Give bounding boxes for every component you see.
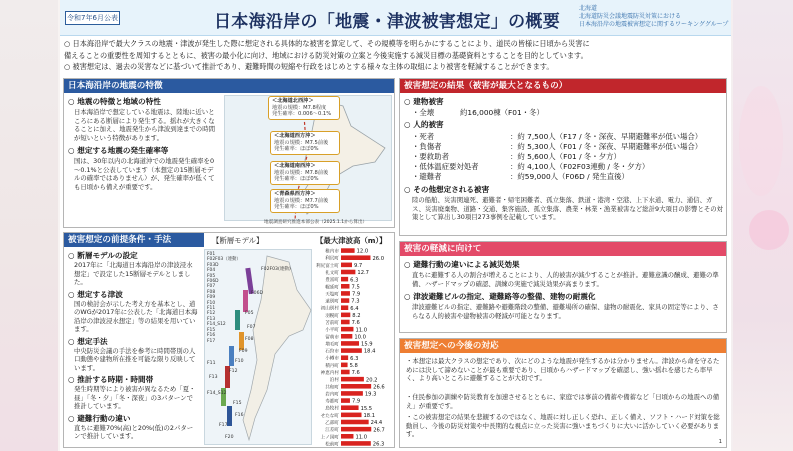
- data-label: 8.2: [352, 313, 361, 319]
- fault-label: F11: [207, 361, 216, 366]
- callout-line: 地震の規模：M7.5前後: [274, 139, 329, 146]
- subheading: ○ 断層モデルの設定: [68, 251, 138, 260]
- result-label: ・全壊: [412, 108, 435, 117]
- paragraph: 発生時期等により被害が異なるため「夏・昼」「冬・夕」「冬・深夜」の3パターンで推計しています。: [74, 385, 196, 410]
- section-heading: 被害の軽減に向けて: [400, 242, 726, 256]
- future-box: [399, 338, 727, 448]
- fault-label: F06D: [251, 291, 264, 296]
- tick-label: 石狩市: [325, 349, 339, 355]
- legend-item: F01: [207, 252, 216, 257]
- bar: [341, 313, 350, 318]
- data-label: 7.9: [351, 398, 361, 405]
- map-source: 地震調査研究推進本部公表（2025.1.1から算出）: [264, 220, 368, 225]
- legend-item: F10: [207, 300, 216, 306]
- left-backdrop: [0, 0, 58, 451]
- tick-label: 島牧村: [325, 406, 339, 412]
- bar: [341, 298, 349, 303]
- paragraph: 中央防災会議の手法を参考に時間帯別の人口動態や建物所在推を可能な限り反映しています。: [74, 346, 196, 372]
- org-line: 北海道: [579, 5, 598, 12]
- data-label: 11.0: [355, 434, 368, 441]
- decor-blob: [739, 86, 783, 196]
- decor-blob: [749, 210, 789, 250]
- tick-label: 小樽市: [325, 356, 339, 362]
- subheading: ○ 津波避難ビルの指定、避難路等の整備、建物の耐震化: [404, 292, 596, 301]
- tick-label: 岩内町: [325, 392, 339, 398]
- section-heading: 日本海沿岸の地震の特徴: [64, 79, 394, 93]
- tsunami-chart-title: 【最大津波高（m）】: [316, 236, 387, 245]
- paragraph: ・本想定は最大クラスの想定であり、次にどのような地震が発生するかは分かりません。津波から命を守るためには決して諦めないことが最も重要であり、日頃からハザードマップを確認し、強い揺れを感じたら率早く、より高いところに避難することが大切です。: [406, 357, 720, 382]
- result-value: 約16,000棟（F01・冬）: [460, 108, 544, 117]
- data-label: 20.2: [365, 377, 378, 384]
- data-label: 11.0: [355, 327, 368, 334]
- result-label: ・負傷者: [412, 142, 442, 151]
- conditions-box: [63, 232, 395, 448]
- summary-slide: [60, 0, 731, 451]
- bar: [341, 284, 350, 289]
- callout-line: 地震の規模：M7.7前後: [274, 197, 329, 204]
- bar: [341, 355, 348, 360]
- intro-line: ○ 被害想定は、過去の災害などに基づいて推計であり、避難時間の短縮や行政をはじめとする様々な主体の取組により被害を軽減することができます。: [64, 62, 554, 72]
- result-label: ・避難者: [412, 172, 442, 181]
- tsunami-height-chart: [316, 247, 394, 447]
- bar: [341, 420, 369, 425]
- org-line: 日本海沿岸の地震被害想定に関するワーキンググループ: [579, 21, 729, 28]
- callout-line: 発生確率：ほぼ0%: [274, 176, 319, 183]
- header-bar: [60, 0, 731, 36]
- subheading: ○ 避難行動の違いによる減災効果: [404, 260, 520, 269]
- fault-label: F15: [233, 401, 242, 406]
- tick-label: 江差町: [325, 428, 339, 434]
- paragraph: ・住民参加の訓練や防災教育を加速させるとともに、家庭では事前の備蓄や備蓄など「日頃からの地震への備え」が重要です。: [406, 393, 720, 410]
- bar: [341, 320, 350, 325]
- data-label: 7.5: [351, 284, 360, 291]
- data-label: 24.4: [370, 420, 383, 427]
- data-label: 26.7: [373, 427, 385, 434]
- intro-line: ○ 日本海沿岸で最大クラスの地震・津波が発生した際に想定される具体的な被害を算定して、その規模等を明らかにすることにより、道民の皆様に日頃から災害に: [64, 39, 590, 48]
- data-label: 6.3: [350, 355, 359, 362]
- bar: [341, 291, 350, 296]
- intro-line: 備えることの重要性を周知するとともに、被害の最小化に向け、地域における防災対策の立案と今後実施する減災目標の基礎資料とすることを目的としています。: [64, 50, 588, 60]
- bar: [341, 427, 371, 432]
- paragraph: 直ちに避難70%(高)と20%(低)の2パターンで推計しています。: [74, 423, 194, 440]
- fault-map: [204, 249, 312, 445]
- bar: [341, 405, 359, 410]
- intro-text: [64, 38, 728, 73]
- mitigation-box: [399, 241, 727, 333]
- tick-label: 増毛町: [325, 342, 339, 348]
- organization: [579, 5, 729, 29]
- fault-legend: [207, 252, 241, 344]
- tick-label: 稚内市: [325, 249, 339, 255]
- tick-label: 上ノ国町: [320, 435, 339, 441]
- callout-title: ＜北海道西方沖＞: [274, 133, 316, 139]
- legend-item: F15: [207, 327, 216, 333]
- tick-label: せたな町: [320, 413, 339, 419]
- callout-northwest: [268, 96, 340, 120]
- bar: [341, 341, 359, 346]
- legend-item: F07: [207, 284, 216, 290]
- subheading: ○ 想定する津波: [68, 289, 123, 299]
- result-value: ：約59,000人（F06D / 発生直後）: [510, 172, 629, 181]
- fault-label: F07: [247, 325, 256, 330]
- tick-label: 利尻富士町: [316, 263, 339, 269]
- tick-label: 豊富町: [325, 278, 339, 284]
- tick-label: 寿都町: [325, 399, 339, 405]
- callout-title: ＜北海道北西沖＞: [272, 98, 314, 104]
- bar: [341, 413, 362, 418]
- tick-label: 礼文町: [325, 271, 339, 276]
- callout-line: 発生確率：ほぼ0%: [274, 146, 319, 153]
- result-value: ：約 5,600人（F01 / 冬・夕方）: [510, 152, 621, 161]
- paragraph: 国は、30年以内の北海道沖での地震発生確率を0～0.1%と公表しています（本想定の15断層モデルの確率ではありません）が、発生確率が低くても日頃から備えが重要です。: [74, 157, 215, 191]
- date-badge: 令和7年6月公表: [65, 11, 120, 25]
- fault-label: F13: [209, 375, 218, 380]
- bar: [341, 441, 371, 446]
- section-heading: 被害想定の前提条件・手法: [64, 233, 204, 247]
- legend-item: F03D: [207, 262, 219, 268]
- data-label: 18.1: [363, 413, 376, 419]
- fault-label: F14_S12: [207, 391, 227, 396]
- data-label: 12.7: [357, 270, 369, 277]
- bar: [341, 348, 362, 353]
- fault-label: F08: [245, 337, 254, 342]
- fault-label: F09: [239, 349, 248, 354]
- bar: [341, 255, 370, 260]
- data-label: 26.0: [372, 255, 385, 262]
- conditions-list: [68, 251, 198, 441]
- callout-line: 地震の規模：M7.8程度: [272, 104, 327, 111]
- paragraph: 2017年に「北海道日本海沿岸の津波浸水想定」で設定した15断層モデルとしました。: [74, 261, 193, 286]
- paragraph: 国の検討会が示した考え方を基本とし、道のWGが2017年に公表した「北海道日本海沿岸の津波浸水想定」等の結果を用いています。: [74, 299, 198, 333]
- fault-label: F12: [229, 369, 238, 374]
- features-box: [63, 78, 395, 228]
- bar: [341, 327, 353, 332]
- result-label: ・死者: [412, 132, 435, 141]
- fault-label: F17: [219, 423, 228, 428]
- legend-item: F09: [207, 295, 216, 301]
- callout-west: [270, 131, 340, 155]
- subheading: ○ その他想定される被害: [404, 185, 490, 194]
- paragraph: 陸の船舶、災害関連死、避難者・帰宅困難者、孤立集落、鉄道・港湾・空港、上下水道、電力、通信、ガス、災害廃棄物、道路・交通、集客施設、孤立集落、農業・林業・漁業被害など総計9大項目の影響とその対策として算出し30項目273事例を記載しています。: [412, 196, 724, 221]
- bar: [341, 277, 348, 282]
- bar: [341, 263, 352, 268]
- org-line: 北海道防災会議地震防災対策における: [579, 13, 682, 20]
- bar: [341, 334, 352, 339]
- fault-segment: [243, 290, 248, 312]
- subheading: ○ 想定する地震の発生確率等: [68, 146, 169, 155]
- paragraph: 日本海沿岸で想定している地震は、陸地に近いところにある断層により発生する。揺れが大きくなることに加え、地震発生から津波到達までの時間が短いという特徴があります。: [74, 108, 215, 142]
- legend-item: F17: [207, 338, 216, 344]
- bar: [341, 391, 363, 396]
- callout-southwest: [270, 161, 340, 185]
- legend-item: F14_S12: [207, 322, 226, 328]
- fault-segment: [229, 346, 234, 366]
- tick-label: 小平町: [325, 328, 339, 334]
- data-label: 18.4: [363, 348, 376, 355]
- tick-label: 遠別町: [325, 299, 339, 305]
- tick-label: 松前町: [325, 442, 339, 447]
- legend-item: F08: [207, 289, 216, 295]
- callout-aomori: [270, 189, 340, 213]
- data-label: 26.6: [373, 384, 385, 391]
- legend-item: F13: [207, 316, 216, 322]
- result-label: ・低体温症要対処者: [412, 162, 479, 171]
- bar: [341, 384, 371, 389]
- tick-label: 天塩町: [325, 292, 339, 298]
- data-label: 19.3: [364, 391, 377, 398]
- tick-label: 幌延町: [325, 285, 339, 291]
- section-heading: 被害想定の結果（被害が最大となるもの）: [400, 79, 726, 93]
- tick-label: 泊村: [329, 378, 339, 384]
- bar: [341, 370, 350, 375]
- fault-label: F10: [235, 359, 244, 364]
- bar: [341, 377, 364, 382]
- data-label: 7.6: [351, 370, 360, 377]
- fault-label: F05: [245, 311, 254, 316]
- subheading: ○ 地震の特徴と地域の特性: [68, 97, 161, 106]
- page-title: 日本海沿岸の「地震・津波被害想定」の概要: [214, 12, 560, 32]
- legend-item: F05: [207, 273, 216, 279]
- tick-label: 神恵内村: [320, 371, 339, 376]
- callout-line: 地震の規模：M7.8前後: [274, 169, 329, 176]
- result-value: ：約 4,100人（F02F03連動 / 冬・夕方）: [510, 162, 650, 171]
- subheading: ○ 推計する時期・時間帯: [68, 375, 154, 384]
- tick-label: 利尻町: [325, 256, 339, 262]
- callout-line: 発生確率：0.006～0.1%: [272, 111, 332, 118]
- data-label: 10.0: [354, 334, 366, 341]
- tick-label: 乙部町: [325, 421, 339, 426]
- data-label: 15.5: [360, 405, 373, 412]
- tick-label: 積丹町: [325, 363, 339, 369]
- fault-map-title: 【断層モデル】: [212, 236, 264, 245]
- data-label: 26.3: [372, 441, 385, 447]
- fault-label: F16: [235, 413, 244, 418]
- tick-label: 苫前町: [325, 321, 339, 326]
- subheading: ○ 想定手法: [68, 336, 108, 346]
- legend-item: F11: [207, 306, 216, 312]
- bar: [341, 434, 353, 439]
- result-label: ・要救助者: [412, 152, 449, 161]
- tick-label: 初山別村: [320, 306, 339, 312]
- data-label: 7.9: [351, 291, 361, 298]
- tick-label: 留萌市: [325, 335, 339, 341]
- callout-title: ＜青森県西方沖＞: [274, 191, 316, 197]
- tick-label: 羽幌町: [325, 313, 339, 319]
- data-label: 7.3: [351, 298, 360, 305]
- paragraph: 津波避難ビルの指定、避難路や避難階段の整備、避難場所の確保、建物の耐震化、家具の固定等により、さらなる人的被害や建物被害の軽減が可能となります。: [412, 303, 719, 320]
- paragraph: ・この被害想定の結果を悲観するのではなく、地震に対し正しく恐れ、正しく備え、ソフト・ハード対策を総動員し、今後の防災対策や中長期的な視点に立った災害に強いまちづくりに大いに活かしていく必要があります。: [406, 413, 720, 438]
- subheading: ○ 避難行動の違い: [68, 413, 131, 423]
- bar: [341, 270, 355, 275]
- data-label: 6.3: [350, 277, 359, 284]
- result-value: ：約 7,500人（F17 / 冬・深夜、早期避難率が低い場合）: [510, 132, 703, 141]
- data-label: 9.7: [353, 263, 363, 269]
- subheading: ○ 建物被害: [404, 97, 444, 106]
- subheading: ○ 人的被害: [404, 120, 444, 129]
- tick-label: 共和町: [325, 385, 339, 391]
- bar: [341, 248, 355, 253]
- bar: [341, 398, 350, 403]
- callout-title: ＜北海道南西沖＞: [274, 163, 316, 169]
- fault-label: F20: [225, 435, 234, 440]
- legend-item: F06D: [207, 279, 219, 285]
- fault-label: F02F03(連動): [261, 267, 291, 272]
- callout-line: 発生確率：ほぼ0%: [274, 204, 319, 211]
- land-shape: [243, 256, 311, 440]
- data-label: 15.9: [361, 341, 373, 348]
- section-heading: 被害想定への今後の対応: [400, 339, 726, 353]
- data-label: 6.4: [350, 305, 359, 312]
- results-box: [399, 78, 727, 236]
- bar: [341, 305, 348, 310]
- legend-item: F02F03（連動）: [207, 257, 241, 263]
- legend-item: F12: [207, 311, 216, 317]
- legend-item: F04: [207, 268, 216, 274]
- result-value: ：約 5,300人（F01 / 冬・深夜、早期避難率が低い場合）: [510, 142, 703, 151]
- paragraph: 直ちに避難する人の割合が増えることにより、人的被害が減少することが推計。避難意識の醸成、避難の準備、ハザードマップの確認、訓練の実施で減災効果が高まります。: [412, 271, 719, 288]
- page-number: 1: [718, 439, 722, 445]
- data-label: 12.0: [356, 248, 369, 255]
- features-text: [68, 97, 216, 191]
- bar: [341, 363, 348, 368]
- data-label: 5.8: [349, 363, 358, 369]
- legend-item: F16: [207, 333, 216, 339]
- data-label: 7.6: [351, 320, 360, 327]
